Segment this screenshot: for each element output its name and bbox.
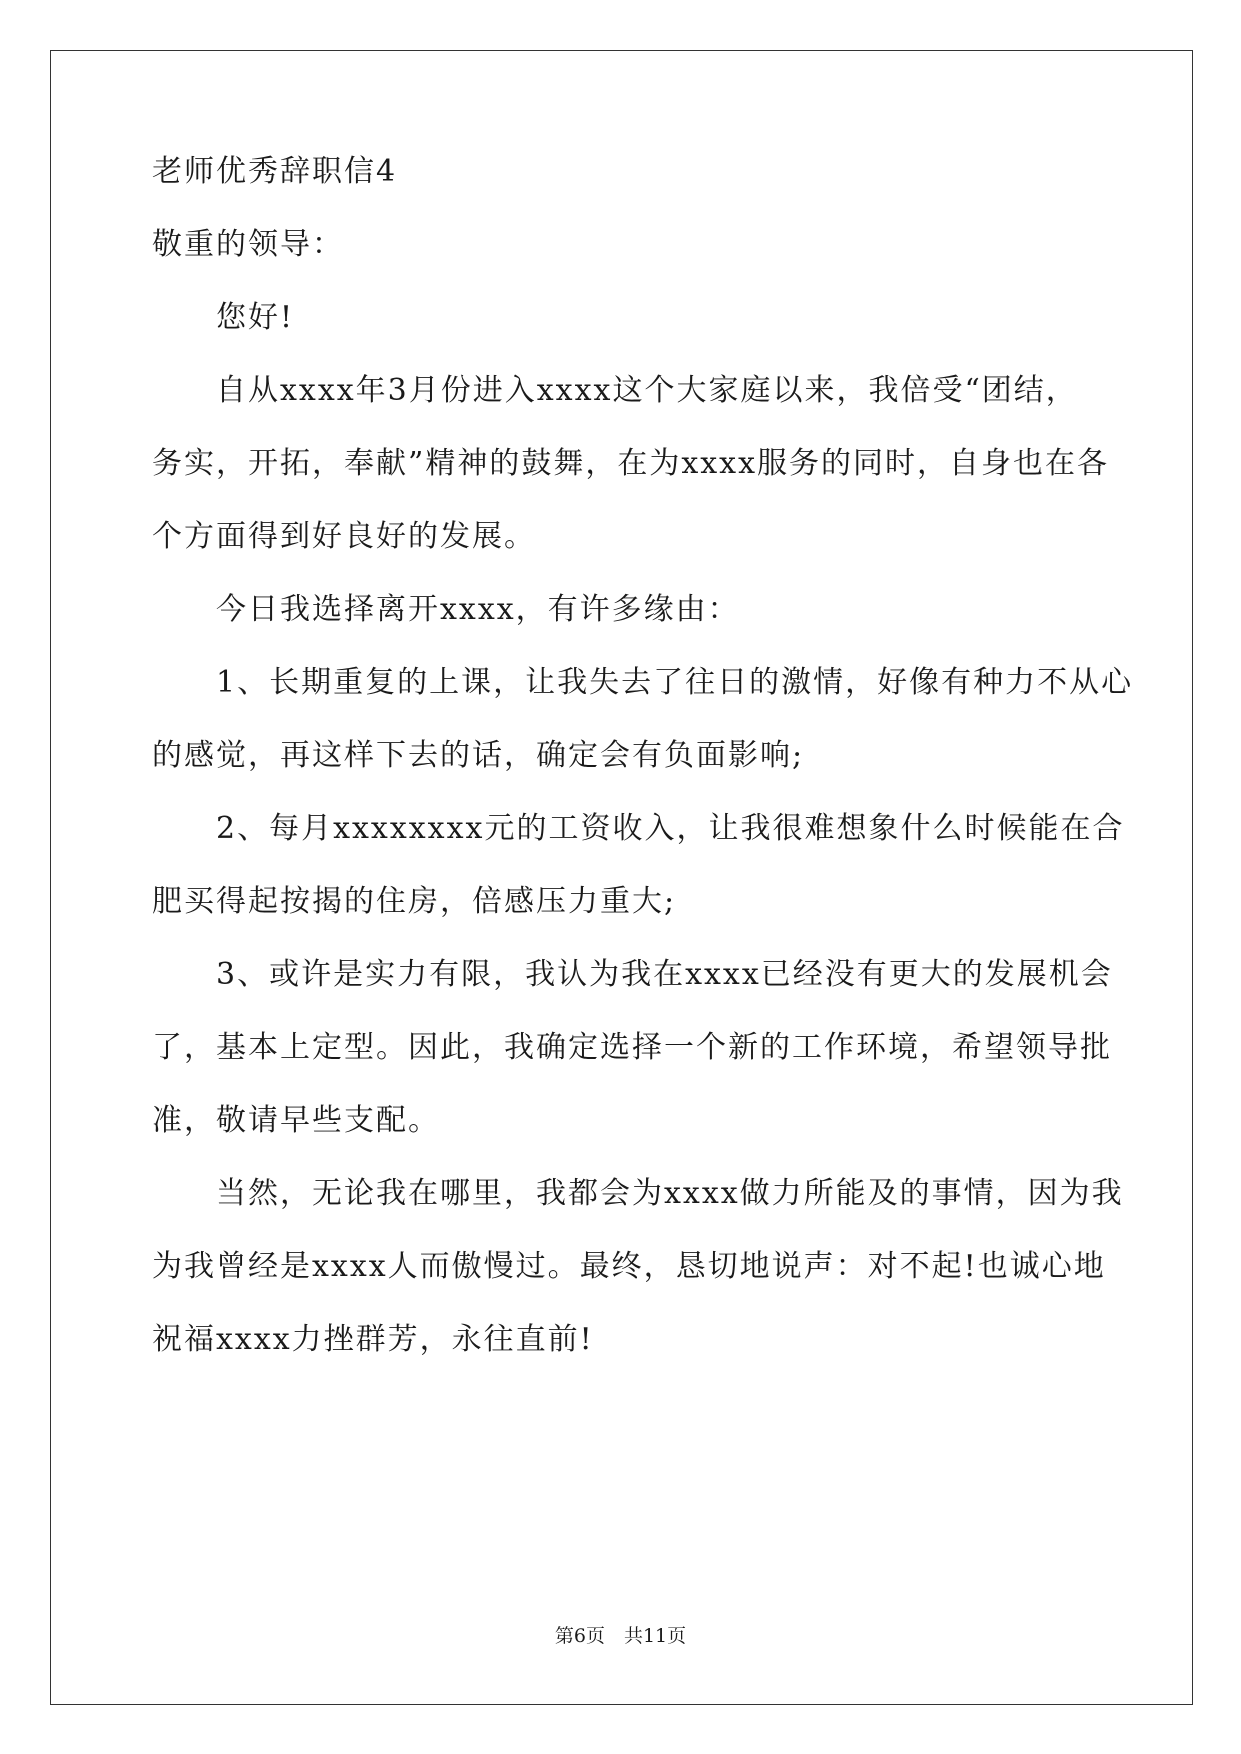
paragraph-line: 个方面得到好良好的发展。 xyxy=(152,519,536,554)
paragraph-line: 今日我选择离开xxxx，有许多缘由： xyxy=(152,592,740,627)
paragraph-line: 务实，开拓，奉献”精神的鼓舞，在为xxxx服务的同时，自身也在各 xyxy=(152,446,1110,481)
page-number: 第6页 共11页 xyxy=(554,1625,687,1647)
paragraph-line: 祝福xxxx力挫群芳，永往直前! xyxy=(152,1322,594,1357)
paragraph-line: 了，基本上定型。因此，我确定选择一个新的工作环境，希望领导批 xyxy=(152,1030,1112,1065)
paragraph-line: 1、长期重复的上课，让我失去了往日的激情，好像有种力不从心 xyxy=(152,665,1134,700)
paragraph-line: 为我曾经是xxxx人而傲慢过。最终，恳切地说声：对不起!也诚心地 xyxy=(152,1249,1106,1284)
salutation: 敬重的领导： xyxy=(152,227,344,262)
paragraph-line: 肥买得起按揭的住房，倍感压力重大; xyxy=(152,884,677,919)
paragraph-line: 准，敬请早些支配。 xyxy=(152,1103,440,1138)
paragraph-line: 当然，无论我在哪里，我都会为xxxx做力所能及的事情，因为我 xyxy=(152,1176,1124,1211)
paragraph-line: 的感觉，再这样下去的话，确定会有负面影响; xyxy=(152,738,805,773)
paragraph-line: 自从xxxx年3月份进入xxxx这个大家庭以来，我倍受“团结， xyxy=(152,373,1078,408)
paragraph-line: 2、每月xxxxxxxx元的工资收入，让我很难想象什么时候能在合 xyxy=(152,811,1125,846)
paragraph-line: 3、或许是实力有限，我认为我在xxxx已经没有更大的发展机会 xyxy=(152,957,1113,992)
greeting: 您好! xyxy=(152,300,295,335)
letter-title: 老师优秀辞职信4 xyxy=(152,154,398,189)
